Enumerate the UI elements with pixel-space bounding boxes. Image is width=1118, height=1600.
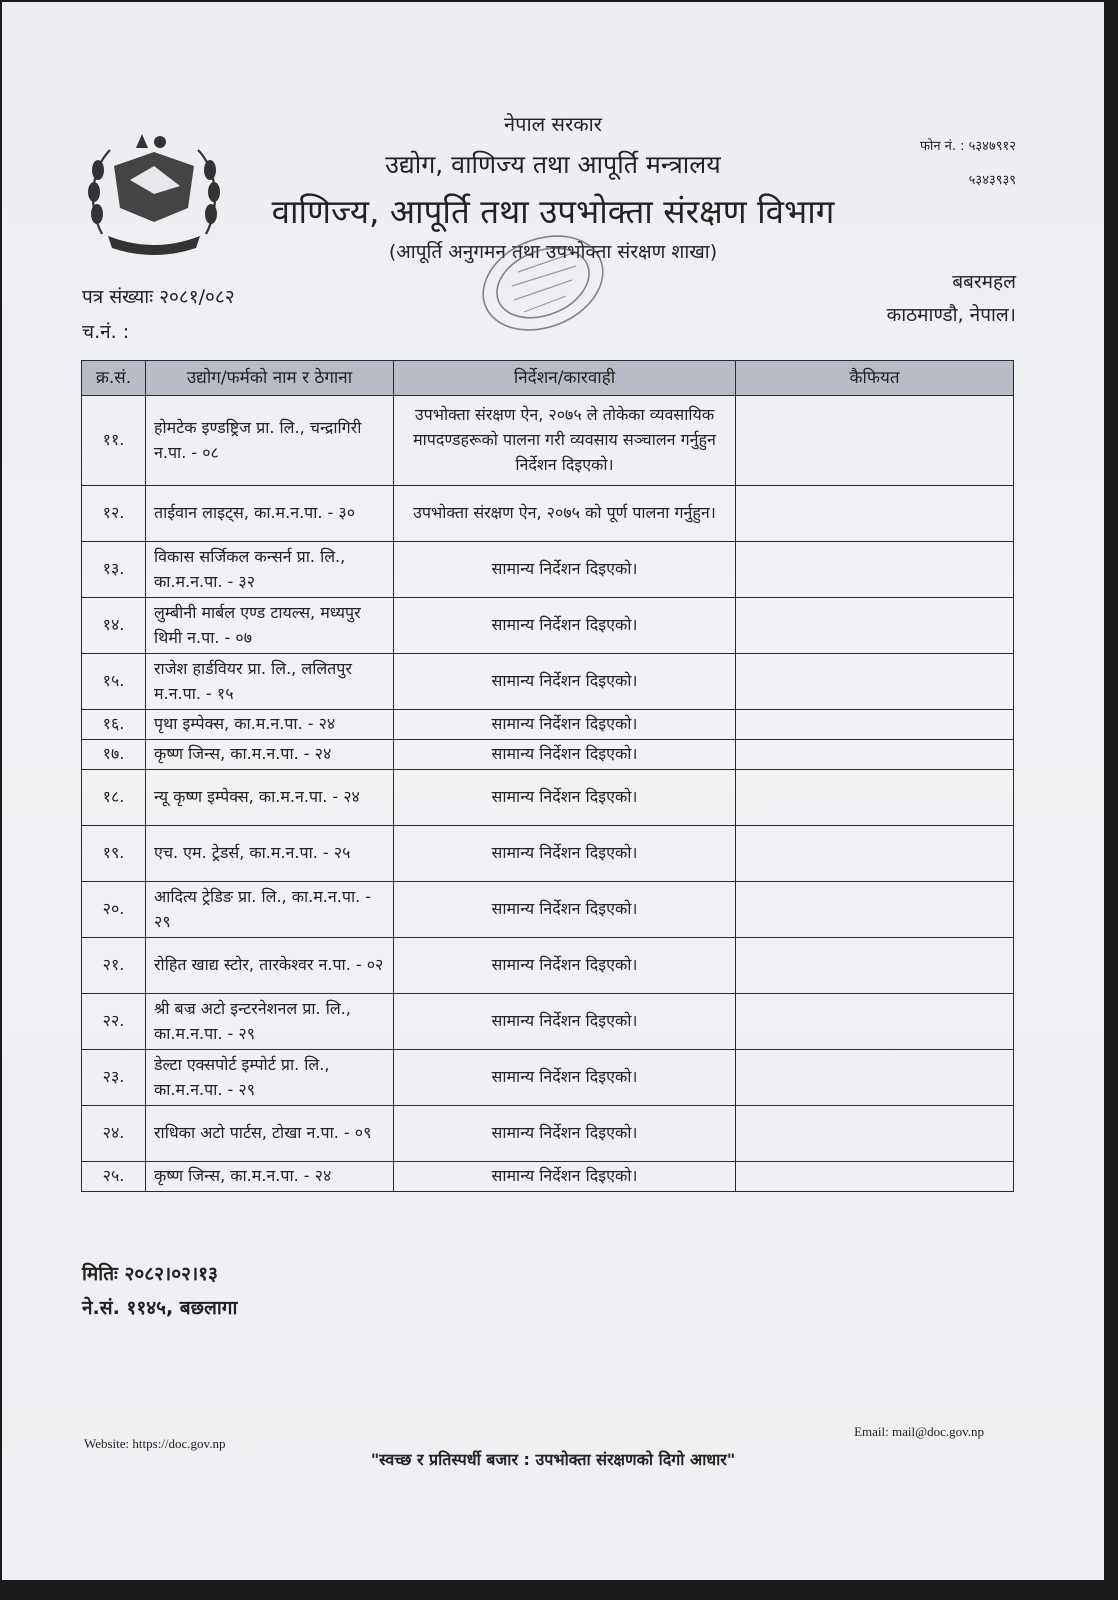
row-firm-name: कृष्ण जिन्स, का.म.न.पा. - २४ [146,1162,394,1192]
row-remarks [736,654,1014,710]
department-stamp [468,228,618,338]
row-directive: सामान्य निर्देशन दिइएको। [394,994,736,1050]
table-row [82,882,1014,938]
row-directive: सामान्य निर्देशन दिइएको। [394,938,736,994]
table-row [82,1162,1014,1192]
row-directive: सामान्य निर्देशन दिइएको। [394,542,736,598]
row-remarks [736,710,1014,740]
row-firm-name: ताईवान लाइट्स, का.म.न.पा. - ३० [146,486,394,542]
table-row [82,654,1014,710]
row-firm-name: कृष्ण जिन्स, का.म.न.पा. - २४ [146,740,394,770]
row-directive: सामान्य निर्देशन दिइएको। [394,654,736,710]
table-row [82,486,1014,542]
nepal-sambat-date: ने.सं. ११४५, बछलागा [82,1297,238,1319]
table-row [82,1050,1014,1106]
row-remarks [736,1162,1014,1192]
table-row [82,598,1014,654]
row-directive: सामान्य निर्देशन दिइएको। [394,598,736,654]
row-directive: सामान्य निर्देशन दिइएको। [394,1106,736,1162]
section-title: (आपूर्ति अनुगमन तथा उपभोक्ता संरक्षण शाखा) [388,241,718,263]
row-directive: सामान्य निर्देशन दिइएको। [394,1162,736,1192]
row-directive: उपभोक्ता संरक्षण ऐन, २०७५ को पूर्ण पालना गर्नुहुन। [394,486,736,542]
row-firm-name: आदित्य ट्रेडिङ प्रा. लि., का.म.न.पा. - २९ [146,882,394,938]
document-page [2,2,1104,1580]
row-serial-number: २३. [82,1050,146,1106]
row-firm-name: डेल्टा एक्सपोर्ट इम्पोर्ट प्रा. लि., का.म.न.पा. - २९ [146,1050,394,1106]
letter-number: पत्र संख्याः २०८१/०८२ [82,286,235,308]
row-serial-number: १८. [82,770,146,826]
row-serial-number: २२. [82,994,146,1050]
email-link[interactable]: Email: mail@doc.gov.np [854,1424,984,1439]
directives-table [81,360,1014,1192]
row-serial-number: २१. [82,938,146,994]
table-row [82,770,1014,826]
row-remarks [736,994,1014,1050]
row-remarks [736,826,1014,882]
row-serial-number: १२. [82,486,146,542]
row-serial-number: १३. [82,542,146,598]
ministry-title: उद्योग, वाणिज्य तथा आपूर्ति मन्त्रालय [385,150,721,179]
row-serial-number: २०. [82,882,146,938]
row-firm-name: राजेश हार्डवियर प्रा. लि., ललितपुर म.न.पा. - १५ [146,654,394,710]
row-serial-number: १९. [82,826,146,882]
row-remarks [736,396,1014,486]
row-firm-name: लुम्बीनी मार्बल एण्ड टायल्स, मध्यपुर थिमी न.पा. - ०७ [146,598,394,654]
slogan: "स्वच्छ र प्रतिस्पर्धी बजार : उपभोक्ता संरक्षणको दिगो आधार" [370,1450,736,1469]
row-firm-name: होमटेक इण्डष्ट्रिज प्रा. लि., चन्द्रागिरी न.पा. - ०८ [146,396,394,486]
table-header-row [82,361,1014,396]
row-firm-name: श्री बज्र अटो इन्टरनेशनल प्रा. लि., का.म.न.पा. - २९ [146,994,394,1050]
phone-number-2: ५३४३९३९ [968,173,1016,188]
table-row [82,826,1014,882]
row-serial-number: ११. [82,396,146,486]
row-serial-number: १७. [82,740,146,770]
row-firm-name: एच. एम. ट्रेडर्स, का.म.न.पा. - २५ [146,826,394,882]
row-directive: सामान्य निर्देशन दिइएको। [394,1050,736,1106]
row-firm-name: रोहित खाद्य स्टोर, तारकेश्वर न.पा. - ०२ [146,938,394,994]
table-row [82,740,1014,770]
row-serial-number: २५. [82,1162,146,1192]
row-firm-name: राधिका अटो पार्टस, टोखा न.पा. - ०९ [146,1106,394,1162]
table-row [82,396,1014,486]
row-firm-name: पृथा इम्पेक्स, का.म.न.पा. - २४ [146,710,394,740]
government-title: नेपाल सरकार [504,112,602,136]
row-remarks [736,1106,1014,1162]
row-directive: सामान्य निर्देशन दिइएको। [394,826,736,882]
table-row [82,542,1014,598]
website-link[interactable]: Website: https://doc.gov.np [84,1436,226,1451]
row-remarks [736,770,1014,826]
dispatch-number: च.नं. : [82,321,130,343]
address-line-1: बबरमहल [952,271,1016,293]
header-serial: क्र.सं. [82,361,146,396]
header-remarks: कैफियत [736,361,1014,396]
table-row [82,1106,1014,1162]
row-directive: सामान्य निर्देशन दिइएको। [394,770,736,826]
row-remarks [736,486,1014,542]
address-line-2: काठमाण्डौ, नेपाल। [886,304,1016,326]
row-firm-name: न्यू कृष्ण इम्पेक्स, का.म.न.पा. - २४ [146,770,394,826]
row-remarks [736,542,1014,598]
row-serial-number: १४. [82,598,146,654]
header-firm-name: उद्योग/फर्मको नाम र ठेगाना [146,361,394,396]
row-remarks [736,938,1014,994]
row-directive: सामान्य निर्देशन दिइएको। [394,740,736,770]
row-remarks [736,1050,1014,1106]
row-remarks [736,882,1014,938]
table-row [82,710,1014,740]
document-date: मितिः २०८२।०२।१३ [82,1263,218,1285]
row-serial-number: १५. [82,654,146,710]
department-title: वाणिज्य, आपूर्ति तथा उपभोक्ता संरक्षण विभाग [271,192,835,231]
row-remarks [736,740,1014,770]
header-directive: निर्देशन/कारवाही [394,361,736,396]
row-remarks [736,598,1014,654]
row-serial-number: १६. [82,710,146,740]
table-row [82,938,1014,994]
phone-number-1: फोन नं. : ५३४७९१२ [919,139,1016,154]
row-firm-name: विकास सर्जिकल कन्सर्न प्रा. लि., का.म.न.पा. - ३२ [146,542,394,598]
row-directive: उपभोक्ता संरक्षण ऐन, २०७५ ले तोकेका व्यवसायिक मापदण्डहरूको पालना गरी व्यवसाय सञ्चालन गर्नुहुन निर्देशन दिइएको। [394,396,736,486]
row-directive: सामान्य निर्देशन दिइएको। [394,882,736,938]
row-directive: सामान्य निर्देशन दिइएको। [394,710,736,740]
row-serial-number: २४. [82,1106,146,1162]
table-row [82,994,1014,1050]
